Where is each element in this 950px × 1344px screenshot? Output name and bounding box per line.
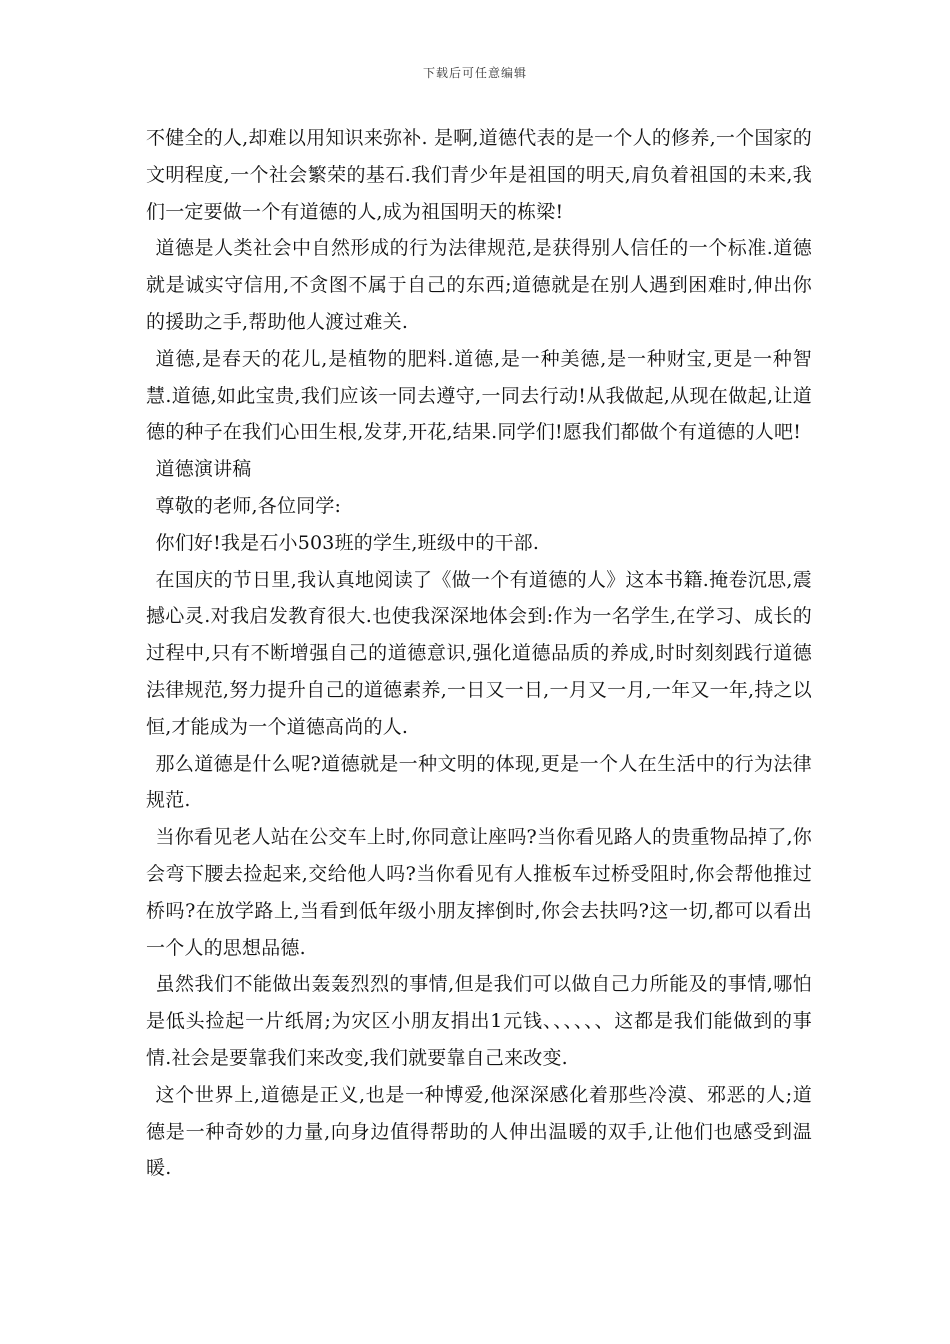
paragraph-8: 那么道德是什么呢?道德就是一种文明的体现,更是一个人在生活中的行为法律规范. [146, 752, 812, 812]
paragraph-2: 道德是人类社会中自然形成的行为法律规范,是获得别人信任的一个标准.道德就是诚实守信用,不贪图不属于自己的东西;道德就是在别人遇到困难时,伸出你的援助之手,帮助他人渡过难关. [146, 237, 812, 333]
paragraph-10: 虽然我们不能做出轰轰烈烈的事情,但是我们可以做自己力所能及的事情,哪怕是低头捡起一片纸屑;为灾区小朋友捐出1元钱、、、、、、这都是我们能做到的事情.社会是要靠我们来改变,我们就要靠自己来改变. [146, 973, 812, 1069]
speech-title: 道德演讲稿 [155, 458, 252, 481]
paragraph-7: 在国庆的节日里,我认真地阅读了《做一个有道德的人》这本书籍.掩卷沉思,震撼心灵.对我启发教育很大.也使我深深地体会到:作为一名学生,在学习、成长的过程中,只有不断增强自己的道德意识,强化道德品质的养成,时时刻刻践行道德法律规范,努力提升自己的道德素养,一日又一日,一月又一月,一年又一年,持之以恒,才能成为一个道德高尚的人. [146, 568, 812, 738]
paragraph-1: 不健全的人,却难以用知识来弥补. 是啊,道德代表的是一个人的修养,一个国家的文明程度,一个社会繁荣的基石.我们青少年是祖国的明天,肩负着祖国的未来,我们一定要做一个有道德的人,成为祖国明天的栋梁! [146, 127, 812, 223]
document-body [146, 120, 812, 1187]
paragraph-11: 这个世界上,道德是正义,也是一种博爱,他深深感化着那些冷漠、邪恶的人;道德是一种奇妙的力量,向身边值得帮助的人伸出温暖的双手,让他们也感受到温暖. [146, 1083, 812, 1180]
page-header: 下载后可任意编辑 [422, 66, 527, 80]
greeting: 你们好!我是石小503班的学生,班级中的干部. [155, 531, 540, 554]
paragraph-3: 道德,是春天的花儿,是植物的肥料.道德,是一种美德,是一种财宝,更是一种智慧.道德,如此宝贵,我们应该一同去遵守,一同去行动!从我做起,从现在做起,让道德的种子在我们心田生根,发芽,开花,结果.同学们!愿我们都做个有道德的人吧! [146, 347, 812, 444]
paragraph-9: 当你看见老人站在公交车上时,你同意让座吗?当你看见路人的贵重物品掉了,你会弯下腰去捡起来,交给他人吗?当你看见有人推板车过桥受阻时,你会帮他推过桥吗?在放学路上,当看到低年级小朋友摔倒时,你会去扶吗?这一切,都可以看出一个人的思想品德. [146, 826, 812, 959]
salutation: 尊敬的老师,各位同学: [155, 494, 342, 517]
